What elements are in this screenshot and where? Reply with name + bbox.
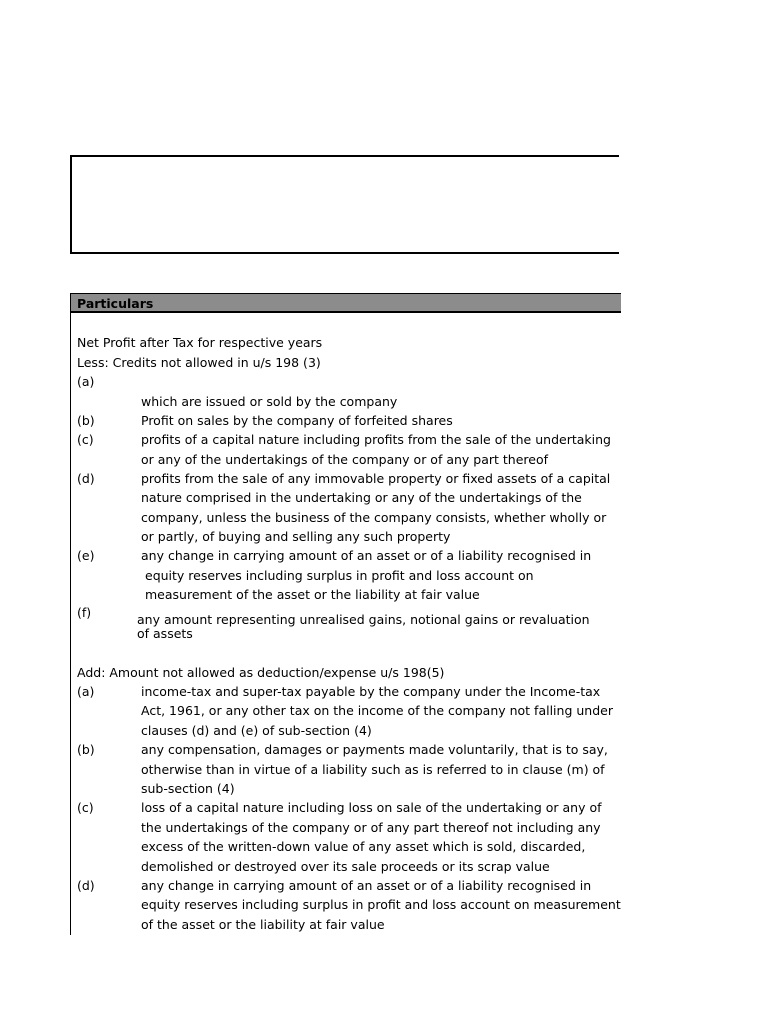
add-item-a-text: clauses (d) and (e) of sub-section (4) — [141, 723, 372, 738]
add-item-d-text: equity reserves including surplus in profit and loss account on measurement — [141, 897, 621, 912]
less-item-e-text: measurement of the asset or the liability at fair value — [145, 587, 480, 602]
add-item-c-text: demolished or destroyed over its sale proceeds or its scrap value — [141, 859, 550, 874]
add-heading: Add: Amount not allowed as deduction/expense u/s 198(5) — [77, 665, 445, 680]
add-item-c-text: loss of a capital nature including loss on sale of the undertaking or any of — [141, 800, 602, 815]
less-item-b-text: Profit on sales by the company of forfeited shares — [141, 413, 453, 428]
add-item-b-text: any compensation, damages or payments made voluntarily, that is to say, — [141, 742, 608, 757]
less-item-d-text: profits from the sale of any immovable property or fixed assets of a capital — [141, 471, 611, 486]
less-item-e-text: equity reserves including surplus in profit and loss account on — [145, 568, 534, 583]
add-item-d-label: (d) — [77, 878, 95, 893]
less-item-a-label: (a) — [77, 374, 95, 389]
less-item-c-text: profits of a capital nature including profits from the sale of the undertaking — [141, 432, 611, 447]
less-item-d-text: nature comprised in the undertaking or any of the undertakings of the — [141, 490, 582, 505]
add-item-b-text: sub-section (4) — [141, 781, 235, 796]
title-box — [70, 155, 619, 254]
add-item-a-text: Act, 1961, or any other tax on the income of the company not falling under — [141, 703, 613, 718]
column-header-particulars: Particulars — [71, 293, 621, 313]
add-item-c-text: the undertakings of the company or of any part thereof not including any — [141, 820, 601, 835]
particulars-table — [70, 293, 621, 935]
less-item-a-text: which are issued or sold by the company — [141, 394, 398, 409]
add-item-c-text: excess of the written-down value of any asset which is sold, discarded, — [141, 839, 586, 854]
less-heading: Less: Credits not allowed in u/s 198 (3) — [77, 355, 321, 370]
less-item-c-text: or any of the undertakings of the company or of any part thereof — [141, 452, 549, 467]
less-item-f-text: any amount representing unrealised gains, notional gains or revaluation — [137, 612, 590, 627]
less-item-e-label: (e) — [77, 548, 95, 563]
net-profit-row: Net Profit after Tax for respective years — [77, 335, 323, 350]
less-item-e-text: any change in carrying amount of an asset or of a liability recognised in — [141, 548, 592, 563]
less-item-f-label: (f) — [77, 605, 92, 620]
add-item-c-label: (c) — [77, 800, 94, 815]
add-item-d-text: of the asset or the liability at fair value — [141, 917, 385, 932]
add-item-b-text: otherwise than in virtue of a liability such as is referred to in clause (m) of — [141, 762, 605, 777]
less-item-d-text: company, unless the business of the company consists, whether wholly or — [141, 510, 607, 525]
less-item-b-label: (b) — [77, 413, 95, 428]
add-item-d-text: any change in carrying amount of an asset or of a liability recognised in — [141, 878, 592, 893]
less-item-c-label: (c) — [77, 432, 94, 447]
add-item-a-text: income-tax and super-tax payable by the company under the Income-tax — [141, 684, 601, 699]
less-item-f-text: of assets — [137, 626, 193, 641]
add-item-a-label: (a) — [77, 684, 95, 699]
less-item-d-text: or partly, of buying and selling any such property — [141, 529, 451, 544]
less-item-d-label: (d) — [77, 471, 95, 486]
add-item-b-label: (b) — [77, 742, 95, 757]
